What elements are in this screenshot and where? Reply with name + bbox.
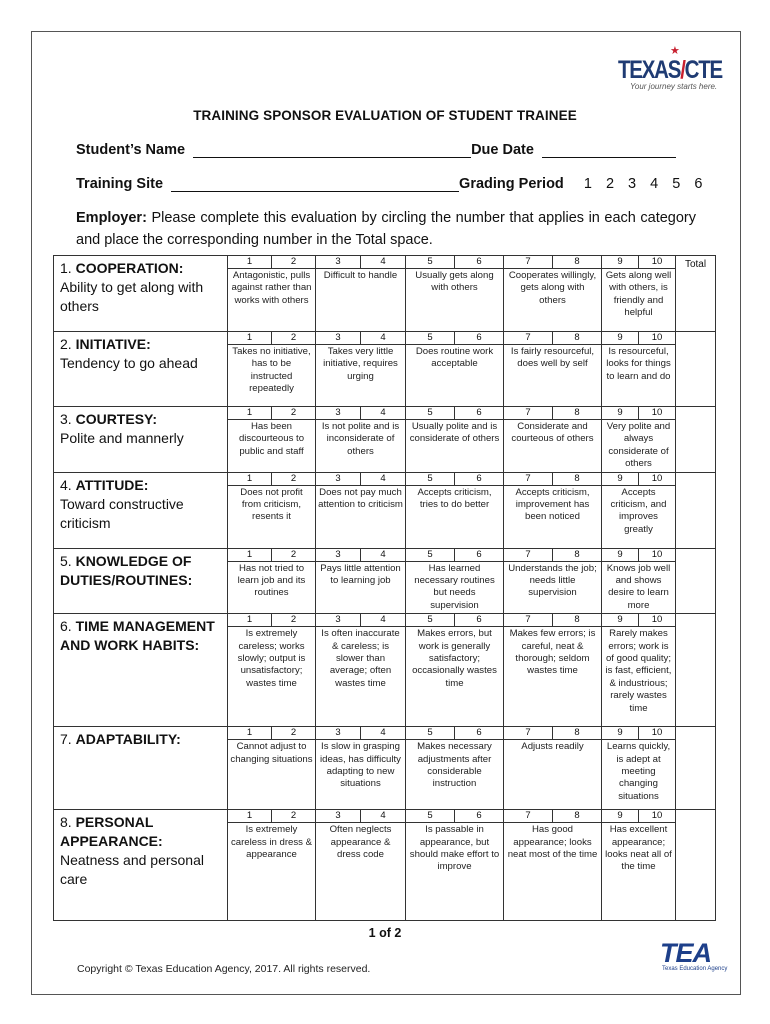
rating-cell bbox=[316, 548, 406, 614]
score-option[interactable]: 6 bbox=[454, 614, 503, 626]
category-row bbox=[54, 614, 716, 727]
rating-description: Cannot adjust to changing situations bbox=[230, 741, 313, 765]
score-option[interactable]: 5 bbox=[427, 810, 433, 822]
category-number: 5. bbox=[60, 552, 72, 569]
score-option[interactable]: 8 bbox=[552, 614, 601, 626]
total-cell[interactable] bbox=[676, 256, 716, 332]
score-option[interactable]: 3 bbox=[335, 407, 341, 418]
rating-cell bbox=[406, 548, 504, 614]
score-option[interactable]: 9 bbox=[617, 472, 623, 484]
score-option[interactable]: 7 bbox=[525, 332, 531, 343]
score-option[interactable]: 5 bbox=[427, 256, 433, 267]
rating-cell bbox=[228, 332, 316, 407]
category-name: PERSONAL APPEARANCE: bbox=[60, 814, 163, 850]
category-row bbox=[54, 548, 716, 614]
score-option[interactable]: 9 bbox=[617, 614, 623, 626]
score-options bbox=[406, 727, 503, 740]
score-option[interactable]: 9 bbox=[617, 332, 623, 343]
rating-cell bbox=[602, 472, 676, 548]
training-site-label: Training Site bbox=[76, 176, 164, 192]
score-option[interactable]: 4 bbox=[360, 549, 405, 561]
score-option[interactable]: 3 bbox=[335, 727, 341, 739]
texas-cte-tagline: Your journey starts here. bbox=[630, 82, 718, 91]
total-cell[interactable] bbox=[676, 810, 716, 921]
rating-cell bbox=[316, 614, 406, 727]
score-options bbox=[504, 473, 601, 486]
rating-description: Gets along well with others, is friendly and helpful bbox=[605, 270, 672, 319]
rating-cell bbox=[316, 407, 406, 473]
rating-description: Learns quickly, is adept at meeting changing situations bbox=[606, 741, 671, 802]
rating-description: Knows job well and shows desire to learn more bbox=[606, 562, 671, 611]
score-option[interactable]: 7 bbox=[525, 614, 531, 626]
score-option[interactable]: 10 bbox=[638, 810, 675, 822]
grading-period-option[interactable]: 1 bbox=[583, 176, 593, 192]
score-option[interactable]: 2 bbox=[271, 727, 315, 739]
total-cell[interactable] bbox=[676, 407, 716, 473]
rating-cell bbox=[504, 256, 602, 332]
score-options bbox=[228, 727, 315, 740]
category-cell bbox=[54, 548, 228, 614]
score-option[interactable]: 9 bbox=[617, 810, 623, 822]
rating-description: Has not tried to learn job and its routines bbox=[237, 562, 306, 599]
score-options bbox=[602, 549, 675, 562]
score-option[interactable]: 9 bbox=[617, 727, 623, 739]
rating-description: Considerate and courteous of others bbox=[511, 421, 594, 445]
score-options bbox=[504, 549, 601, 562]
rating-cell bbox=[504, 472, 602, 548]
category-row bbox=[54, 407, 716, 473]
rating-description: Accepts criticism, improvement has been noticed bbox=[515, 486, 590, 523]
score-option[interactable]: 5 bbox=[427, 407, 433, 418]
grading-period-option[interactable]: 2 bbox=[605, 176, 615, 192]
score-option[interactable]: 2 bbox=[271, 614, 315, 626]
score-options bbox=[228, 810, 315, 823]
rating-description: Is fairly resourceful, does well by self bbox=[510, 346, 595, 370]
score-option[interactable]: 10 bbox=[638, 407, 675, 419]
category-number: 2. bbox=[60, 336, 72, 352]
star-icon: ★ bbox=[670, 45, 680, 57]
category-row bbox=[54, 332, 716, 407]
score-option[interactable]: 8 bbox=[552, 256, 601, 268]
rating-cell bbox=[504, 810, 602, 921]
score-option[interactable]: 7 bbox=[525, 256, 531, 267]
category-name: INITIATIVE: bbox=[75, 336, 151, 352]
tea-logo bbox=[660, 938, 728, 976]
score-options bbox=[316, 549, 405, 562]
category-description: Tendency to go ahead bbox=[60, 355, 198, 371]
rating-description: Usually polite and is considerate of others bbox=[409, 421, 500, 445]
rating-cell bbox=[602, 548, 676, 614]
score-options bbox=[602, 407, 675, 420]
score-option[interactable]: 2 bbox=[271, 810, 315, 822]
rating-description: Cooperates willingly, gets along with others bbox=[508, 270, 597, 306]
score-option[interactable]: 10 bbox=[638, 332, 675, 344]
score-option[interactable]: 2 bbox=[271, 256, 315, 268]
rating-cell bbox=[316, 727, 406, 810]
rating-description: Antagonistic, pulls against rather than works with others bbox=[231, 270, 312, 306]
category-row bbox=[54, 472, 716, 548]
score-options bbox=[504, 727, 601, 740]
rating-cell bbox=[228, 472, 316, 548]
category-cell bbox=[54, 256, 228, 332]
score-option[interactable]: 3 bbox=[335, 332, 341, 343]
score-option[interactable]: 2 bbox=[271, 332, 315, 344]
rating-description: Usually gets along with others bbox=[415, 270, 494, 294]
score-option[interactable]: 7 bbox=[525, 727, 531, 739]
score-option[interactable]: 1 bbox=[246, 256, 253, 267]
score-options bbox=[504, 614, 601, 627]
rating-description: Has been discourteous to public and staff bbox=[238, 421, 305, 457]
score-options bbox=[406, 473, 503, 486]
score-option[interactable]: 2 bbox=[271, 407, 315, 419]
score-options bbox=[602, 473, 675, 486]
total-cell[interactable] bbox=[676, 472, 716, 548]
rating-description: Makes few errors; is careful, neat & thorough; seldom wastes time bbox=[509, 628, 596, 677]
category-row bbox=[54, 727, 716, 810]
category-cell bbox=[54, 727, 228, 810]
score-option[interactable]: 6 bbox=[454, 256, 503, 268]
score-options bbox=[316, 256, 405, 269]
rating-cell bbox=[504, 727, 602, 810]
score-options bbox=[602, 256, 675, 269]
category-description: Neatness and personal care bbox=[60, 852, 204, 888]
score-option[interactable]: 5 bbox=[427, 614, 433, 626]
score-option[interactable]: 2 bbox=[271, 549, 315, 561]
instructions-text: Please complete this evaluation by circling the number that applies in each category and place the corresponding number in the Total space. bbox=[76, 210, 697, 248]
document-title: TRAINING SPONSOR EVALUATION OF STUDENT TRAINEE bbox=[193, 108, 577, 123]
rating-description: Takes no initiative, has to be instructed repeatedly bbox=[232, 346, 311, 395]
rating-description: Difficult to handle bbox=[323, 270, 398, 281]
score-options bbox=[228, 407, 315, 420]
rating-cell bbox=[228, 407, 316, 473]
rating-description: Understands the job; needs little supervision bbox=[508, 562, 597, 599]
score-options bbox=[602, 614, 675, 627]
score-options bbox=[504, 407, 601, 420]
score-option[interactable]: 5 bbox=[427, 727, 433, 739]
rating-cell bbox=[504, 407, 602, 473]
category-number: 3. bbox=[60, 411, 72, 427]
score-option[interactable]: 3 bbox=[335, 614, 341, 626]
score-options bbox=[504, 332, 601, 345]
category-name: COOPERATION: bbox=[75, 260, 184, 276]
rating-cell bbox=[602, 727, 676, 810]
rating-description: Adjusts readily bbox=[521, 741, 584, 753]
rating-description: Makes errors, but work is generally satisfactory; occasionally wastes time bbox=[412, 628, 497, 689]
score-option[interactable]: 8 bbox=[552, 407, 601, 419]
logo-word-texas: TEXAS bbox=[618, 56, 681, 84]
score-option[interactable]: 3 bbox=[335, 810, 341, 822]
total-cell[interactable] bbox=[676, 614, 716, 727]
score-option[interactable]: 9 bbox=[617, 548, 623, 560]
rating-description: Has learned necessary routines but needs supervision bbox=[414, 562, 495, 611]
due-date-label: Due Date bbox=[471, 142, 534, 158]
instructions-lead: Employer: bbox=[76, 210, 147, 226]
rating-cell bbox=[228, 548, 316, 614]
texas-cte-logo bbox=[618, 44, 732, 92]
score-option[interactable]: 2 bbox=[271, 473, 315, 485]
rating-description: Makes necessary adjustments after considerable instruction bbox=[417, 741, 492, 790]
score-options bbox=[228, 473, 315, 486]
rating-cell bbox=[504, 548, 602, 614]
rating-cell bbox=[602, 256, 676, 332]
score-option[interactable]: 10 bbox=[638, 614, 675, 626]
score-option[interactable]: 4 bbox=[360, 727, 405, 739]
total-cell[interactable] bbox=[676, 727, 716, 810]
score-option[interactable]: 7 bbox=[525, 548, 531, 560]
rating-cell bbox=[406, 407, 504, 473]
score-option[interactable]: 10 bbox=[638, 473, 675, 485]
score-option[interactable]: 1 bbox=[246, 614, 253, 626]
score-option[interactable]: 10 bbox=[638, 256, 675, 268]
score-option[interactable]: 1 bbox=[246, 727, 253, 739]
score-options bbox=[316, 810, 405, 823]
total-cell[interactable] bbox=[676, 332, 716, 407]
score-option[interactable]: 6 bbox=[454, 549, 503, 561]
score-option[interactable]: 4 bbox=[360, 256, 405, 268]
rating-cell bbox=[406, 256, 504, 332]
score-option[interactable]: 1 bbox=[246, 810, 253, 822]
category-name: KNOWLEDGE OF DUTIES/ROUTINES: bbox=[60, 552, 193, 588]
student-name-label: Student’s Name bbox=[76, 142, 186, 158]
rating-cell bbox=[406, 472, 504, 548]
rating-cell bbox=[316, 472, 406, 548]
category-row bbox=[54, 256, 716, 332]
category-number: 4. bbox=[60, 476, 72, 493]
category-name: ADAPTABILITY: bbox=[75, 731, 181, 748]
score-option[interactable]: 10 bbox=[638, 727, 675, 739]
category-cell bbox=[54, 332, 228, 407]
total-cell[interactable] bbox=[676, 548, 716, 614]
rating-cell bbox=[602, 810, 676, 921]
evaluation-table bbox=[53, 255, 716, 921]
score-option[interactable]: 1 bbox=[246, 332, 253, 343]
score-option[interactable]: 4 bbox=[360, 407, 405, 419]
category-description: Polite and mannerly bbox=[60, 430, 184, 446]
score-option[interactable]: 7 bbox=[525, 810, 531, 822]
category-number: 7. bbox=[60, 731, 72, 748]
score-option[interactable]: 6 bbox=[454, 407, 503, 419]
score-option[interactable]: 6 bbox=[454, 727, 503, 739]
rating-cell bbox=[406, 810, 504, 921]
score-options bbox=[602, 727, 675, 740]
category-number: 6. bbox=[60, 618, 72, 635]
tea-logo-tagline: Texas Education Agency bbox=[662, 966, 728, 972]
training-site-field[interactable] bbox=[171, 178, 459, 192]
grading-period-option[interactable]: 6 bbox=[694, 176, 703, 192]
category-number: 8. bbox=[60, 814, 72, 831]
score-options bbox=[316, 332, 405, 345]
rating-description: Takes very little initiative, requires urging bbox=[323, 346, 398, 382]
rating-description: Is extremely careless; works slowly; output is unsatisfactory; wastes time bbox=[237, 628, 306, 689]
rating-description: Accepts criticism, and improves greatly bbox=[610, 486, 667, 535]
score-option[interactable]: 3 bbox=[335, 472, 341, 484]
score-option[interactable]: 6 bbox=[454, 473, 503, 485]
score-option[interactable]: 3 bbox=[335, 256, 341, 267]
score-option[interactable]: 3 bbox=[335, 548, 341, 560]
category-name: TIME MANAGEMENT AND WORK HABITS: bbox=[60, 618, 215, 654]
score-options bbox=[316, 614, 405, 627]
tea-logo-word: TEA bbox=[660, 938, 711, 968]
score-options bbox=[228, 332, 315, 345]
total-label: Total bbox=[684, 259, 707, 270]
score-option[interactable]: 6 bbox=[454, 810, 503, 822]
rating-cell bbox=[504, 332, 602, 407]
category-cell bbox=[54, 472, 228, 548]
rating-cell bbox=[316, 256, 406, 332]
copyright-notice: Copyright © Texas Education Agency, 2017. All rights reserved. bbox=[77, 963, 371, 975]
score-options bbox=[602, 332, 675, 345]
score-options bbox=[316, 407, 405, 420]
rating-cell bbox=[228, 810, 316, 921]
rating-cell bbox=[228, 727, 316, 810]
rating-cell bbox=[228, 256, 316, 332]
score-options bbox=[504, 256, 601, 269]
instructions bbox=[76, 207, 696, 251]
score-option[interactable]: 5 bbox=[427, 332, 433, 343]
training-site-row bbox=[76, 176, 712, 192]
rating-description: Does not profit from criticism, resents it bbox=[240, 486, 303, 523]
score-options bbox=[406, 407, 503, 420]
rating-cell bbox=[406, 727, 504, 810]
rating-description: Does not pay much attention to criticism bbox=[318, 486, 403, 511]
score-option[interactable]: 1 bbox=[246, 472, 253, 484]
score-option[interactable]: 4 bbox=[360, 473, 405, 485]
rating-description: Rarely makes errors; work is of good quality; is fast, efficient, & industrious; rarely wastes time bbox=[605, 628, 672, 714]
category-number: 1. bbox=[60, 260, 72, 276]
texas-cte-logo-word: TEXAS/CTE bbox=[618, 56, 722, 84]
category-cell bbox=[54, 614, 228, 727]
score-options bbox=[316, 727, 405, 740]
grading-period-option[interactable]: 5 bbox=[672, 176, 681, 192]
score-option[interactable]: 8 bbox=[552, 727, 601, 739]
rating-cell bbox=[602, 332, 676, 407]
score-options bbox=[228, 549, 315, 562]
score-option[interactable]: 8 bbox=[552, 473, 601, 485]
score-option[interactable]: 9 bbox=[617, 407, 623, 418]
rating-description: Accepts criticism, tries to do better bbox=[417, 486, 492, 511]
category-cell bbox=[54, 810, 228, 921]
rating-description: Often neglects appearance & dress code bbox=[329, 824, 392, 861]
grading-period-option[interactable]: 4 bbox=[650, 176, 659, 192]
student-name-field[interactable] bbox=[193, 144, 471, 158]
student-name-row bbox=[76, 142, 676, 158]
grading-period-option[interactable]: 3 bbox=[628, 176, 637, 192]
score-option[interactable]: 1 bbox=[246, 407, 253, 418]
rating-description: Is extremely careless in dress & appearance bbox=[230, 824, 313, 861]
rating-cell bbox=[602, 407, 676, 473]
score-options bbox=[406, 332, 503, 345]
logo-word-cte: CTE bbox=[684, 56, 722, 84]
category-name: COURTESY: bbox=[75, 411, 157, 427]
score-options bbox=[406, 549, 503, 562]
category-name: ATTITUDE: bbox=[75, 476, 149, 493]
score-option[interactable]: 7 bbox=[525, 472, 531, 484]
rating-description: Pays little attention to learning job bbox=[320, 562, 401, 587]
score-option[interactable]: 4 bbox=[360, 810, 405, 822]
rating-cell bbox=[316, 810, 406, 921]
score-option[interactable]: 5 bbox=[427, 472, 433, 484]
rating-cell bbox=[602, 614, 676, 727]
rating-description: Does routine work acceptable bbox=[415, 346, 494, 370]
rating-cell bbox=[406, 332, 504, 407]
score-options bbox=[228, 614, 315, 627]
score-option[interactable]: 8 bbox=[552, 332, 601, 344]
score-options bbox=[228, 256, 315, 269]
category-cell bbox=[54, 407, 228, 473]
score-option[interactable]: 8 bbox=[552, 810, 601, 822]
grading-period-label: Grading Period bbox=[459, 176, 564, 192]
grading-period-options bbox=[584, 176, 712, 192]
score-option[interactable]: 1 bbox=[246, 548, 253, 560]
category-description: Ability to get along with others bbox=[60, 279, 204, 314]
rating-description: Is often inaccurate & careless; is slower than average; often wastes time bbox=[321, 628, 400, 689]
rating-cell bbox=[316, 332, 406, 407]
rating-cell bbox=[504, 614, 602, 727]
score-options bbox=[602, 810, 675, 823]
score-options bbox=[406, 256, 503, 269]
category-description: Toward constructive criticism bbox=[60, 495, 184, 531]
page-number: 1 of 2 bbox=[368, 926, 402, 940]
score-option[interactable]: 4 bbox=[360, 332, 405, 344]
score-option[interactable]: 6 bbox=[454, 332, 503, 344]
rating-cell bbox=[228, 614, 316, 727]
rating-description: Very polite and always considerate of others bbox=[606, 421, 671, 470]
rating-description: Is slow in grasping ideas, has difficulty adapting to new situations bbox=[320, 741, 401, 790]
rating-description: Has good appearance; looks neat most of the time bbox=[507, 824, 598, 861]
score-options bbox=[406, 810, 503, 823]
score-option[interactable]: 8 bbox=[552, 549, 601, 561]
score-options bbox=[316, 473, 405, 486]
score-option[interactable]: 5 bbox=[427, 548, 433, 560]
score-option[interactable]: 4 bbox=[360, 614, 405, 626]
due-date-field[interactable] bbox=[542, 144, 676, 158]
rating-description: Is resourceful, looks for things to learn and do bbox=[606, 346, 671, 382]
rating-cell bbox=[406, 614, 504, 727]
score-options bbox=[504, 810, 601, 823]
rating-description: Is passable in appearance, but should make effort to improve bbox=[409, 824, 500, 873]
rating-description: Has excellent appearance; looks neat all of the time bbox=[605, 824, 672, 873]
score-option[interactable]: 10 bbox=[638, 549, 675, 561]
category-row bbox=[54, 810, 716, 921]
score-options bbox=[406, 614, 503, 627]
score-option[interactable]: 7 bbox=[525, 407, 531, 418]
score-option[interactable]: 9 bbox=[617, 256, 623, 267]
rating-description: Is not polite and is inconsiderate of others bbox=[321, 421, 400, 457]
